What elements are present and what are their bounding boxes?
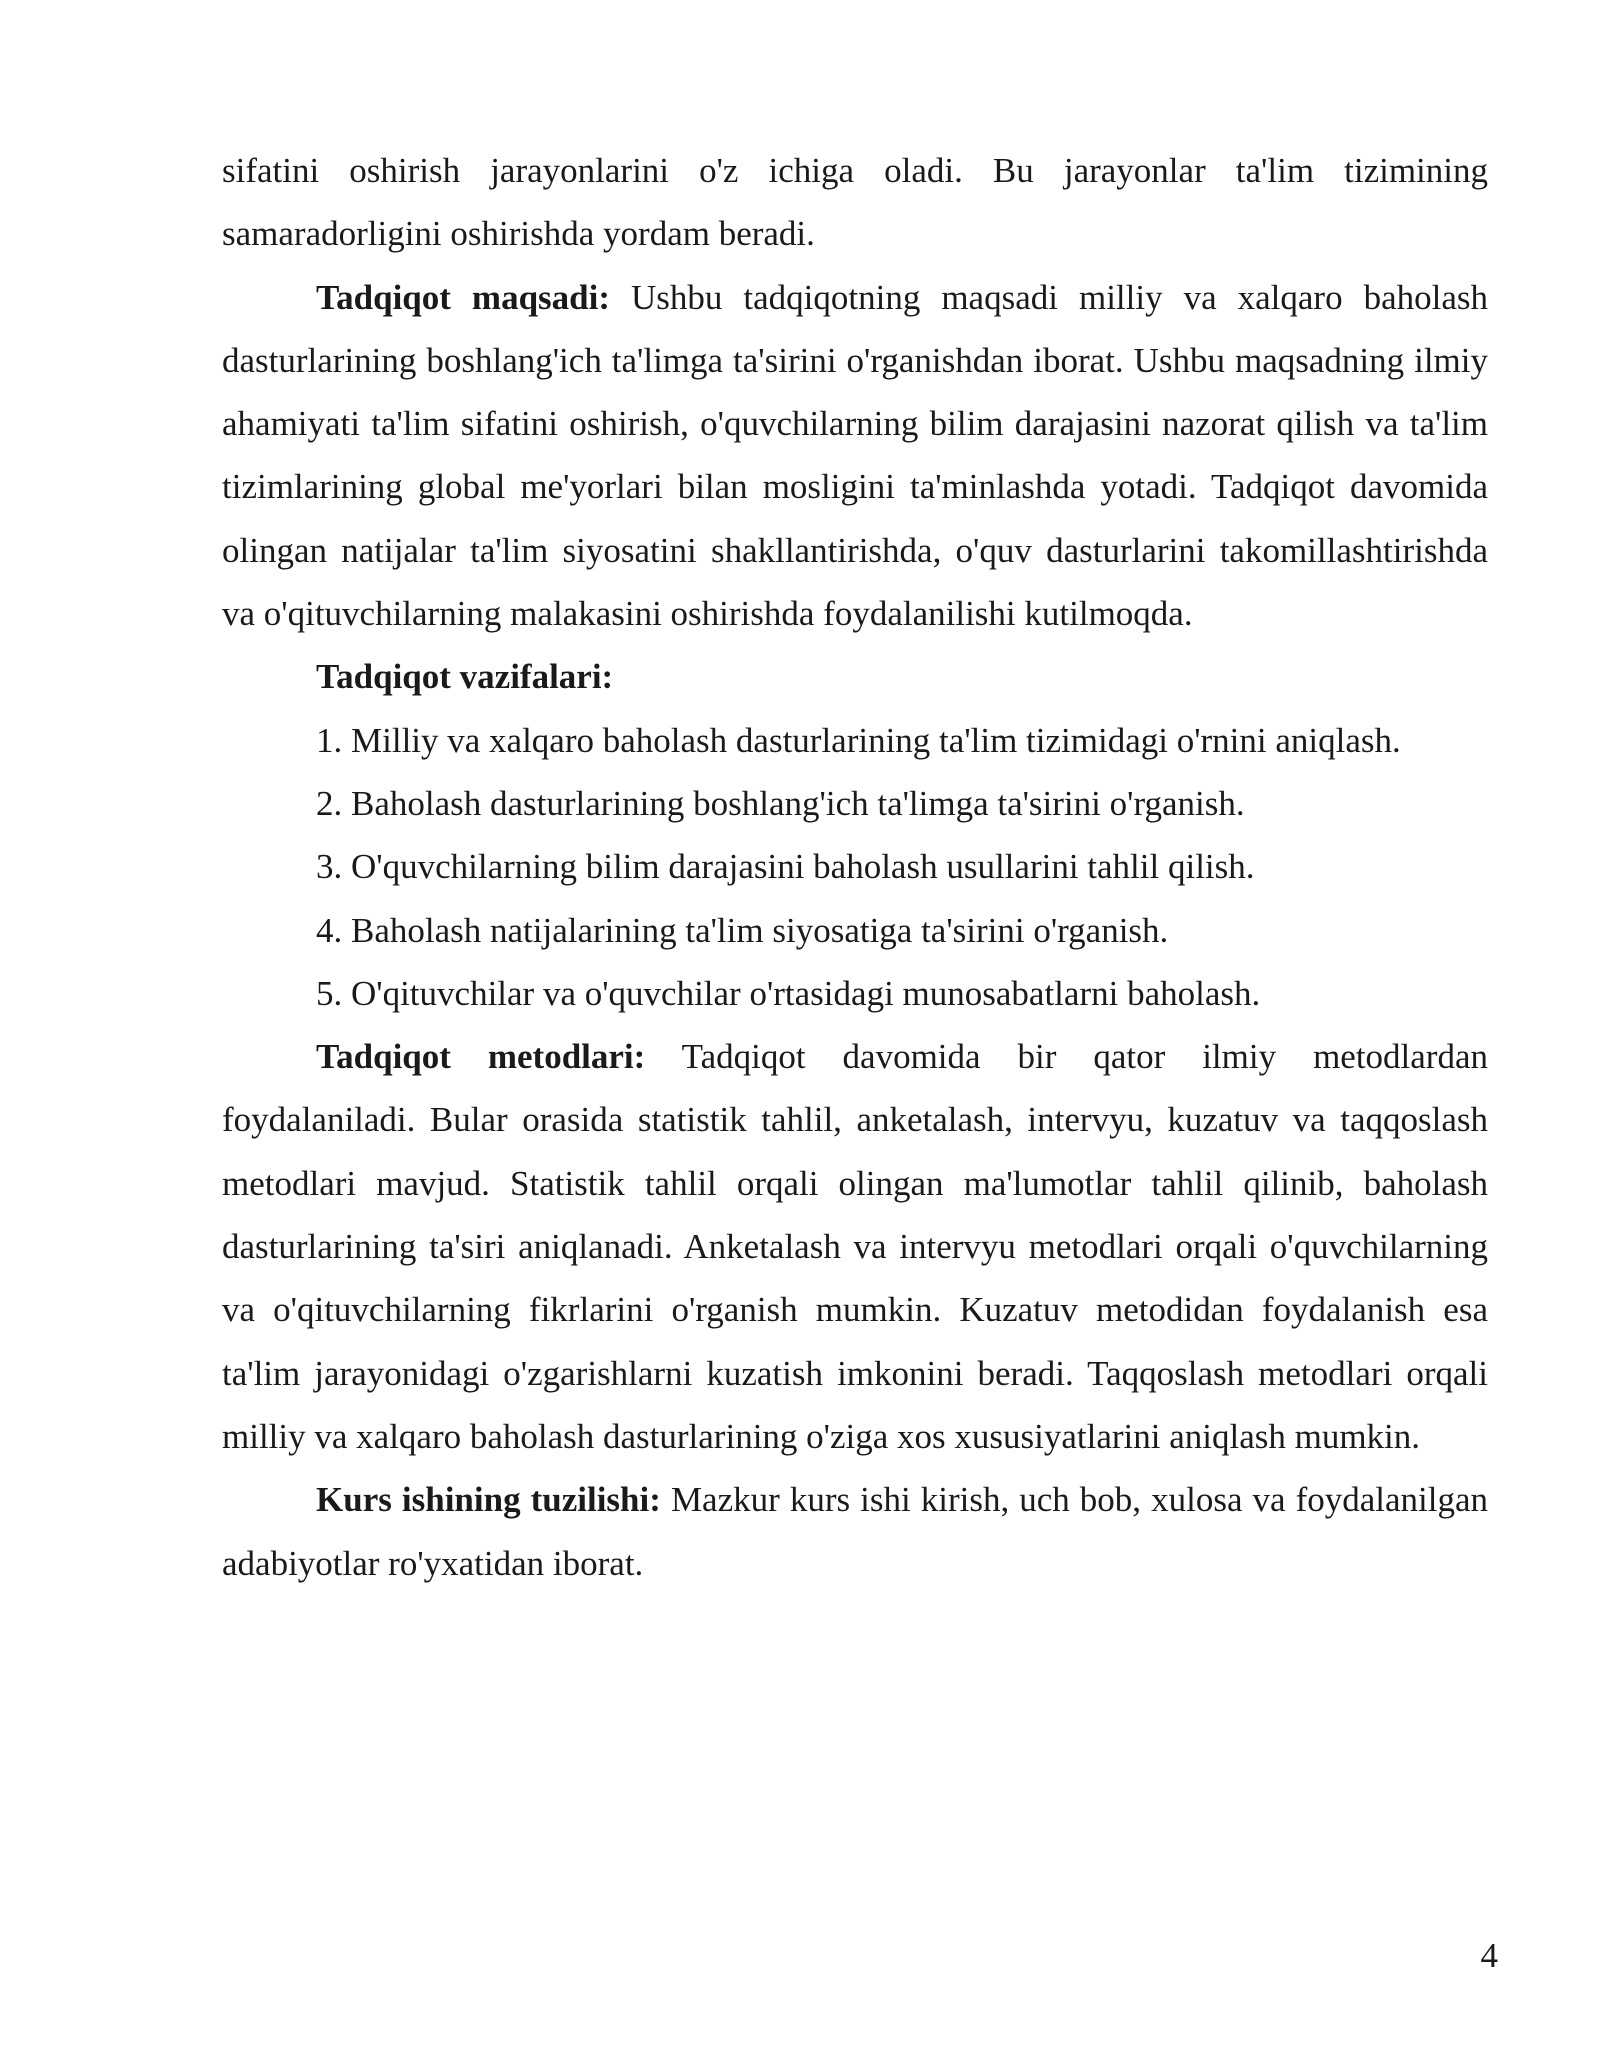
methods-label: Tadqiqot metodlari:: [316, 1037, 646, 1077]
task-item: 4. Baholash natijalarining ta'lim siyosatiga ta'sirini o'rganish.: [316, 910, 1169, 950]
structure-label: Kurs ishining tuzilishi:: [316, 1480, 661, 1520]
structure-paragraph: [222, 1468, 1488, 1595]
structure-text: Mazkur kurs ishi kirish, uch bob, xulosa va foydalanilgan adabiyotlar ro'yxatidan iborat.: [222, 1480, 1489, 1583]
tasks-label: Tadqiqot vazifalari:: [316, 657, 614, 697]
tasks-heading: [222, 645, 1488, 708]
page-body: [222, 139, 1488, 1595]
goal-paragraph: [222, 266, 1488, 646]
goal-text: Ushbu tadqiqotning maqsadi milliy va xalqaro baholash dasturlarining boshlang'ich ta'limga ta'sirini o'rganishdan iborat. Ushbu maqsadning ilmiy ahamiyati ta'lim sifatini oshirish, o'quvchilarning bilim darajasini nazorat qilish va ta'lim tizimlarining global me'yorlari bilan mosligini ta'minlashda yotadi. Tadqiqot davomida olingan natijalar ta'lim siyosatini shakllantirishda, o'quv dasturlarini takomillashtirishda va o'qituvchilarning malakasini oshirishda foydalanilishi kutilmoqda.: [222, 277, 1488, 634]
methods-paragraph: [222, 1025, 1488, 1468]
tasks-list: [222, 709, 1488, 1025]
task-item: 2. Baholash dasturlarining boshlang'ich ta'limga ta'sirini o'rganish.: [316, 783, 1245, 823]
page-number: 4: [1480, 1936, 1498, 1975]
continuation-paragraph: sifatini oshirish jarayonlarini o'z ichiga oladi. Bu jarayonlar ta'lim tizimining samaradorligini oshirishda yordam beradi.: [222, 151, 1488, 254]
task-item: 1. Milliy va xalqaro baholash dasturlarining ta'lim tizimidagi o'rnini aniqlash.: [316, 720, 1401, 760]
methods-text: Tadqiqot davomida bir qator ilmiy metodlardan foydalaniladi. Bular orasida statistik tahlil, anketalash, intervyu, kuzatuv va taqqoslash metodlari mavjud. Statistik tahlil orqali olingan ma'lumotlar tahlil qilinib, baholash dasturlarining ta'siri aniqlanadi. Anketalash va intervyu metodlari orqali o'quvchilarning va o'qituvchilarning fikrlarini o'rganish mumkin. Kuzatuv metodidan foydalanish esa ta'lim jarayonidagi o'zgarishlarni kuzatish imkonini beradi. Taqqoslash metodlari orqali milliy va xalqaro baholash dasturlarining o'ziga xos xususiyatlarini aniqlash mumkin.: [222, 1037, 1488, 1456]
task-item: 5. O'qituvchilar va o'quvchilar o'rtasidagi munosabatlarni baholash.: [316, 973, 1261, 1013]
task-item: 3. O'quvchilarning bilim darajasini baholash usullarini tahlil qilish.: [316, 847, 1255, 887]
goal-label: Tadqiqot maqsadi:: [316, 277, 610, 317]
